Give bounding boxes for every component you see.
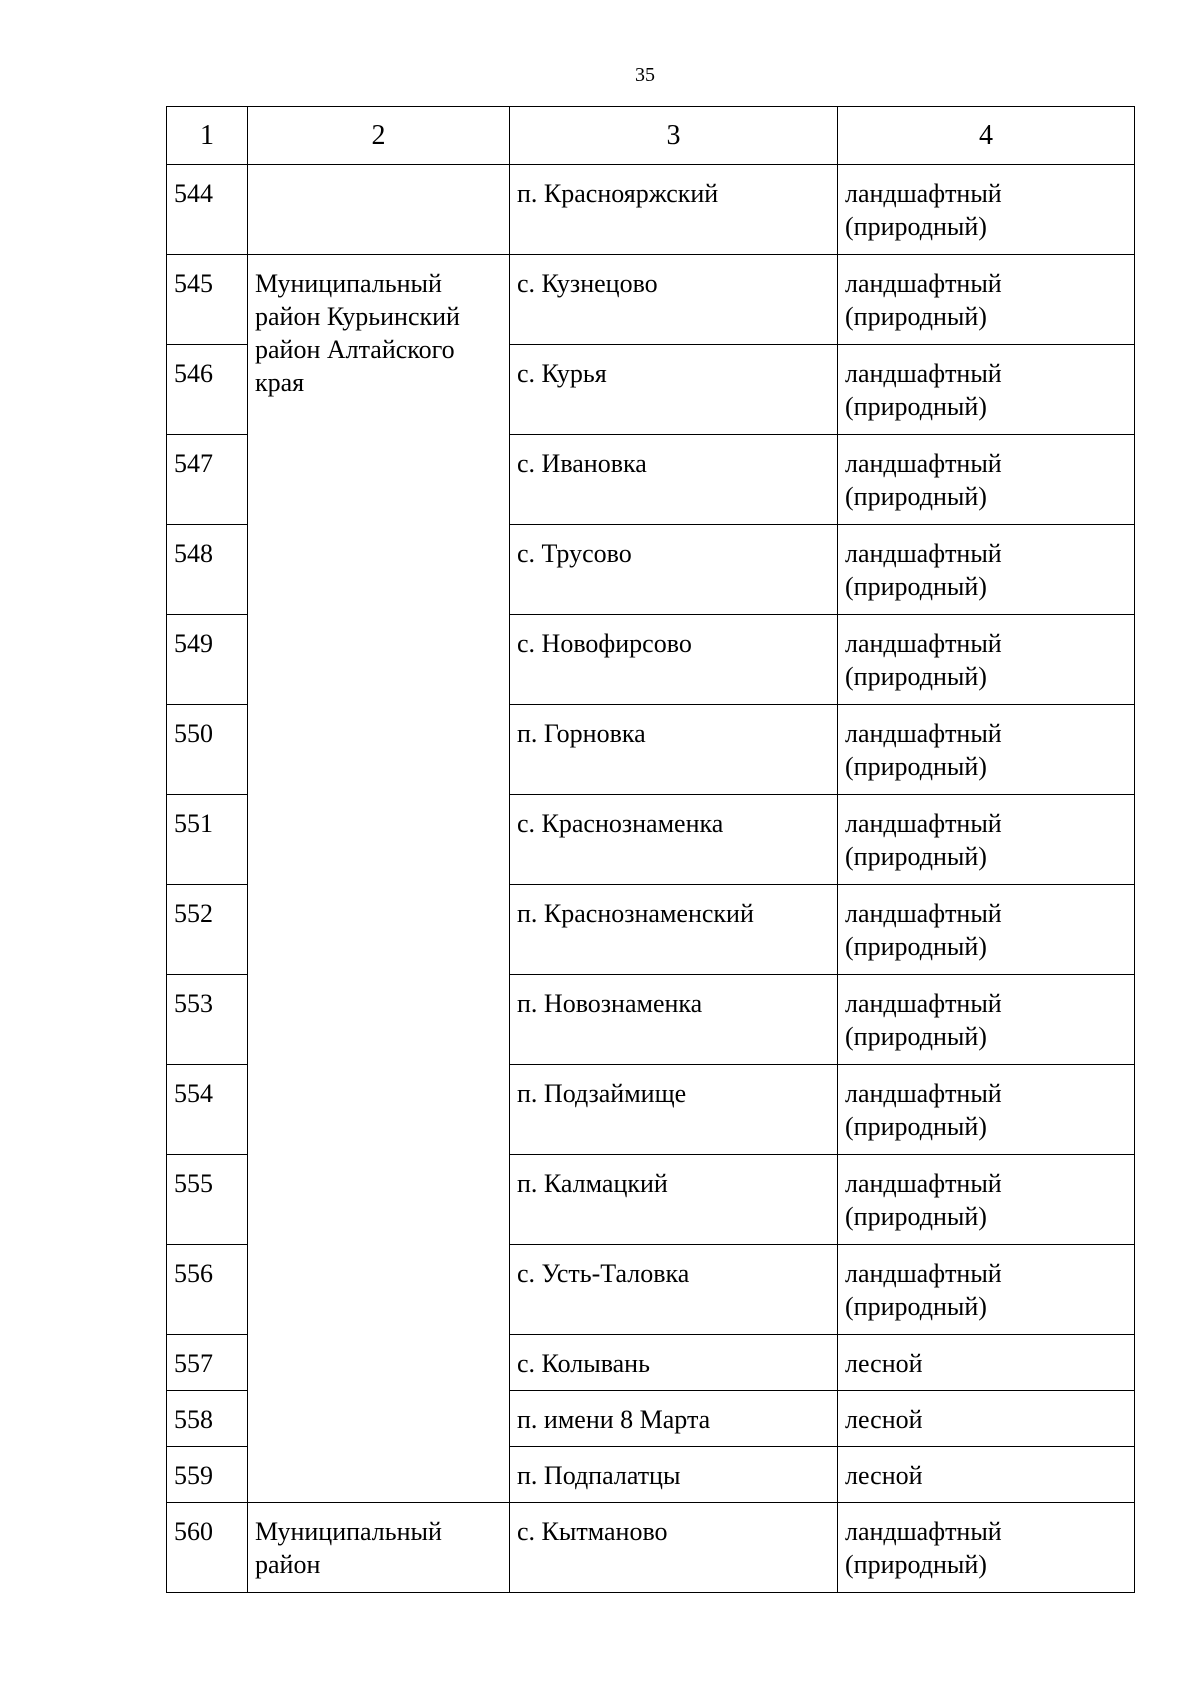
row-number: 547 — [167, 435, 248, 525]
district-cell-kurya: Муниципальный район Курьинский район Алтайского края — [248, 255, 510, 1503]
type-cell: ландшафтный (природный) — [838, 165, 1135, 255]
place-cell: с. Курья — [510, 345, 838, 435]
header-col-1: 1 — [167, 107, 248, 165]
type-cell: ландшафтный (природный) — [838, 435, 1135, 525]
type-cell: ландшафтный (природный) — [838, 975, 1135, 1065]
row-number: 557 — [167, 1335, 248, 1391]
row-number: 553 — [167, 975, 248, 1065]
row-number: 546 — [167, 345, 248, 435]
type-cell: лесной — [838, 1447, 1135, 1503]
row-number: 555 — [167, 1155, 248, 1245]
district-cell-kytmanovo: Муниципальный район — [248, 1503, 510, 1593]
type-cell: ландшафтный (природный) — [838, 525, 1135, 615]
place-cell: п. Подпалатцы — [510, 1447, 838, 1503]
type-cell: лесной — [838, 1391, 1135, 1447]
row-number: 556 — [167, 1245, 248, 1335]
type-cell: ландшафтный (природный) — [838, 1065, 1135, 1155]
type-cell: ландшафтный (природный) — [838, 255, 1135, 345]
row-number: 559 — [167, 1447, 248, 1503]
place-cell: п. Горновка — [510, 705, 838, 795]
table-row — [167, 165, 1135, 255]
place-cell: п. имени 8 Марта — [510, 1391, 838, 1447]
row-number: 551 — [167, 795, 248, 885]
place-cell: п. Новознаменка — [510, 975, 838, 1065]
type-cell: ландшафтный (природный) — [838, 1245, 1135, 1335]
place-cell: п. Подзаймище — [510, 1065, 838, 1155]
place-cell: п. Калмацкий — [510, 1155, 838, 1245]
row-number: 544 — [167, 165, 248, 255]
type-cell: ландшафтный (природный) — [838, 795, 1135, 885]
place-cell: п. Краснояржский — [510, 165, 838, 255]
type-cell: лесной — [838, 1335, 1135, 1391]
place-cell: с. Кытманово — [510, 1503, 838, 1593]
page-number: 35 — [635, 64, 655, 86]
row-number: 558 — [167, 1391, 248, 1447]
table-header-row — [167, 107, 1135, 165]
type-cell: ландшафтный (природный) — [838, 885, 1135, 975]
type-cell: ландшафтный (природный) — [838, 1503, 1135, 1593]
place-cell: с. Новофирсово — [510, 615, 838, 705]
place-cell: с. Трусово — [510, 525, 838, 615]
place-cell: с. Колывань — [510, 1335, 838, 1391]
header-col-4: 4 — [838, 107, 1135, 165]
row-number: 560 — [167, 1503, 248, 1593]
row-number: 549 — [167, 615, 248, 705]
row-number: 548 — [167, 525, 248, 615]
type-cell: ландшафтный (природный) — [838, 1155, 1135, 1245]
place-cell: п. Краснознаменский — [510, 885, 838, 975]
row-number: 545 — [167, 255, 248, 345]
table-row — [167, 1503, 1135, 1593]
settlements-table — [166, 106, 1135, 1593]
type-cell: ландшафтный (природный) — [838, 705, 1135, 795]
row-number: 552 — [167, 885, 248, 975]
table-row — [167, 255, 1135, 345]
place-cell: с. Кузнецово — [510, 255, 838, 345]
type-cell: ландшафтный (природный) — [838, 615, 1135, 705]
place-cell: с. Усть-Таловка — [510, 1245, 838, 1335]
place-cell: с. Ивановка — [510, 435, 838, 525]
place-cell: с. Краснознаменка — [510, 795, 838, 885]
header-col-3: 3 — [510, 107, 838, 165]
row-number: 554 — [167, 1065, 248, 1155]
row-number: 550 — [167, 705, 248, 795]
district-cell-empty — [248, 165, 510, 255]
type-cell: ландшафтный (природный) — [838, 345, 1135, 435]
header-col-2: 2 — [248, 107, 510, 165]
